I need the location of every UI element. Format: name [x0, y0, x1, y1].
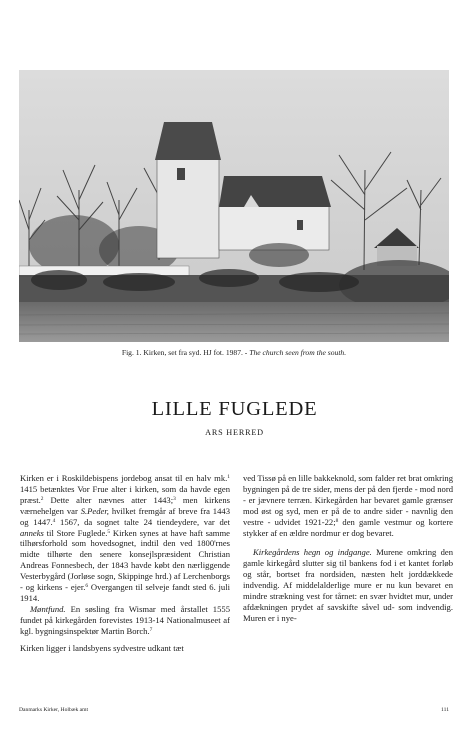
- figure-caption: [19, 348, 449, 358]
- paragraph: Kirken er i Roskildebispens jordebog ansat til en halv mk.$^1$ 1415 betænktes Vor Frue alter i kirken, som da havde egen præst.$^2$ Dette alter nævnes atter 1443;$^3$ men kirkens værnehelgen var S.Peder, hvilket fremgår af breve fra 1443 og 1447.$^4$ 1567, da sognet talte 24 tiendeydere, var det anneks til Store Fuglede.$^5$ Kirken synes at have haft samme tilhørsforhold som hovedsognet, indtil den ved 1800'rnes midte tilhørte den senere konsejlspræsident Christian Andreas Fonnesbech, der 1843 havde købt den nærliggende Vesterbygård (Jorløse sogn, Skippinge hrd.) af Lerchenborgs - og kirkens - ejer.$^6$ Overgangen til selveje fandt sted 6. juli 1914.: [20, 473, 230, 603]
- paragraph: Kirkegårdens hegn og indgange. Murene omkring den gamle kirkegård slutter sig til bankens fod i et kantet forløb og står, bortset fra nordsiden, næsten helt jorddækkede indvendig. Af middelalderlige mure er nu kun bevaret en mindre strækning vest for tårnet: en svær hvidtet mur, under afdækningen prydet af savskifte såvel ud- som indvendig. Muren er i nye-: [243, 547, 454, 623]
- paragraph: Kirken ligger i landsbyens sydvestre udkant tæt: [20, 642, 184, 653]
- caption-english: The church seen from the south.: [249, 348, 347, 357]
- paragraph: Møntfund. En søsling fra Wismar med årstallet 1555 fundet på kirkegården forevistes 1913-14 Nationalmuseet af kgl. bygningsinspektør Martin Borch.$^7$: [20, 603, 230, 636]
- page-title: LILLE FUGLEDE: [151, 398, 318, 420]
- right-column: [243, 473, 453, 624]
- left-column: [20, 473, 230, 654]
- footer-publication: Danmarks Kirker, Holbæk amt: [19, 707, 89, 713]
- caption-text: Fig. 1. Kirken, set fra syd. HJ fot. 1987. -: [121, 348, 250, 357]
- paragraph: ved Tissø på en lille bakkeknold, som falder ret brat omkring bygningen på de tre sider, mens der på den fjerde - mod nord - er jævnere terræn. Kirkegården har bevaret gamle grænser mod øst og syd, men er på de to andre sider - navnlig den vestre - udvidet 1921-22;$^8$ den gamle vestmur og kortere stykker af en ældre nordmur er dog bevaret.: [243, 473, 453, 538]
- page-number: 111: [441, 707, 449, 713]
- church-photograph: [19, 70, 449, 342]
- page-subtitle: ARS HERRED: [205, 428, 264, 437]
